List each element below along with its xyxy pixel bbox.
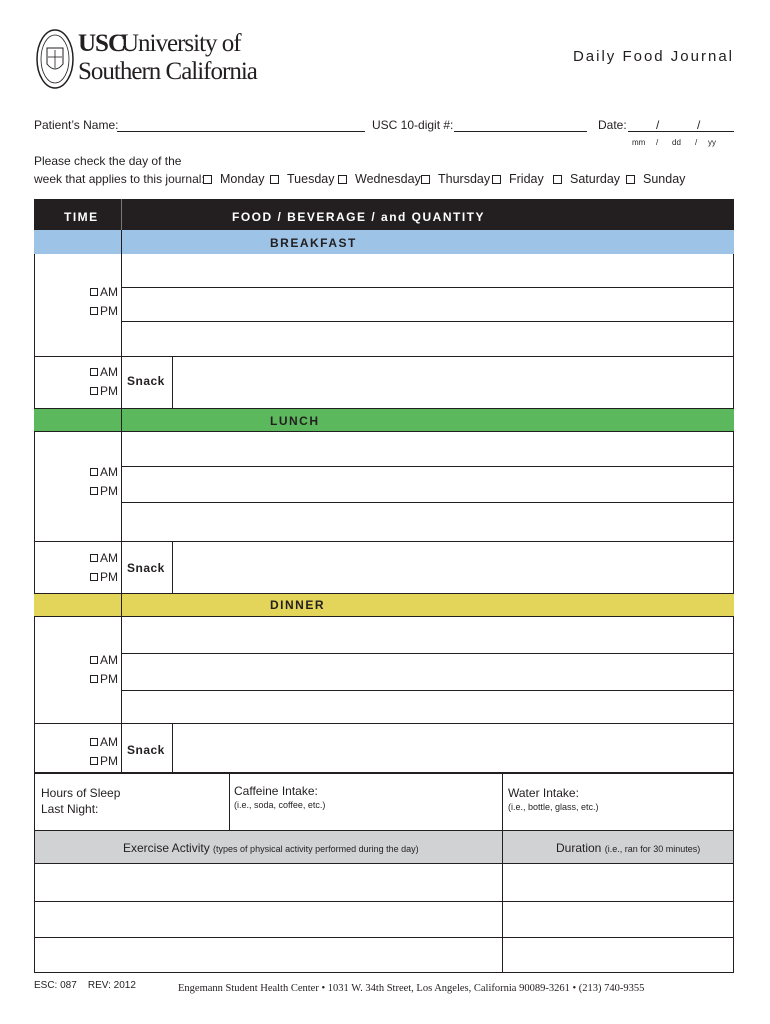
caffeine-field[interactable] xyxy=(230,812,501,829)
exercise-activity-row-1[interactable] xyxy=(35,865,501,900)
day-checkbox-wednesday[interactable] xyxy=(338,172,421,186)
exercise-hint: (types of physical activity performed during the day) xyxy=(213,844,419,854)
dinner-snack-time-options xyxy=(50,732,118,770)
pm-label: PM xyxy=(100,483,118,498)
am-option[interactable] xyxy=(50,362,118,381)
pm-option[interactable] xyxy=(50,301,118,320)
exercise-duration-row-1[interactable] xyxy=(503,865,733,900)
day-checkbox-saturday[interactable] xyxy=(553,172,620,186)
usc-id-field[interactable] xyxy=(454,131,587,132)
breakfast-label: BREAKFAST xyxy=(270,236,357,250)
date-mm-hint: mm xyxy=(632,138,646,147)
water-hint: (i.e., bottle, glass, etc.) xyxy=(508,802,599,812)
pm-label: PM xyxy=(100,753,118,768)
form-code: ESC: 087 REV: 2012 xyxy=(34,980,136,991)
am-option[interactable] xyxy=(50,282,118,301)
pm-option[interactable] xyxy=(50,381,118,400)
time-column-header: TIME xyxy=(64,210,99,224)
checkbox-icon[interactable] xyxy=(90,468,98,476)
date-field[interactable] xyxy=(628,131,734,132)
patient-name-field[interactable] xyxy=(117,131,365,132)
checkbox-icon[interactable] xyxy=(90,757,98,765)
checkbox-icon[interactable] xyxy=(90,738,98,746)
pm-label: PM xyxy=(100,671,118,686)
checkbox-icon[interactable] xyxy=(90,554,98,562)
day-label: Wednesday xyxy=(355,172,421,186)
water-field[interactable] xyxy=(503,814,733,829)
checkbox-icon[interactable] xyxy=(553,175,562,184)
dinner-snack-entry[interactable] xyxy=(173,724,733,772)
am-option[interactable] xyxy=(50,650,118,669)
lunch-snack-entry[interactable] xyxy=(173,542,733,592)
day-label: Saturday xyxy=(570,172,621,186)
day-checkbox-thursday[interactable] xyxy=(421,172,490,186)
lunch-time-options xyxy=(50,462,118,500)
am-label: AM xyxy=(100,284,118,299)
breakfast-snack-time-options xyxy=(50,362,118,400)
checkbox-icon[interactable] xyxy=(90,675,98,683)
logo-usc-text: USC xyxy=(78,30,126,57)
day-prompt-line2: week that applies to this journal: xyxy=(34,172,205,186)
dinner-label: DINNER xyxy=(270,598,326,612)
day-label: Friday xyxy=(509,172,544,186)
checkbox-icon[interactable] xyxy=(90,487,98,495)
document-title: Daily Food Journal xyxy=(572,48,734,65)
duration-header xyxy=(556,841,700,855)
checkbox-icon[interactable] xyxy=(492,175,501,184)
dinner-time-options xyxy=(50,650,118,688)
date-label: Date: xyxy=(598,118,627,132)
date-dd-hint: dd xyxy=(672,138,681,147)
day-label: Monday xyxy=(220,172,265,186)
exercise-duration-row-2[interactable] xyxy=(503,902,733,937)
lunch-label: LUNCH xyxy=(270,414,320,428)
dinner-band xyxy=(34,593,734,617)
checkbox-icon[interactable] xyxy=(421,175,430,184)
lunch-snack-label: Snack xyxy=(127,561,165,575)
checkbox-icon[interactable] xyxy=(626,175,635,184)
dinner-snack-label: Snack xyxy=(127,743,165,757)
pm-label: PM xyxy=(100,303,118,318)
breakfast-snack-label: Snack xyxy=(127,374,165,388)
food-column-header: FOOD / BEVERAGE / and QUANTITY xyxy=(232,210,486,224)
breakfast-snack-entry[interactable] xyxy=(173,357,733,407)
day-label: Sunday xyxy=(643,172,686,186)
pm-option[interactable] xyxy=(50,751,118,770)
day-checkbox-tuesday[interactable] xyxy=(270,172,334,186)
checkbox-icon[interactable] xyxy=(90,573,98,581)
lunch-snack-time-options xyxy=(50,548,118,586)
day-checkbox-sunday[interactable] xyxy=(626,172,685,186)
am-label: AM xyxy=(100,734,118,749)
date-yy-hint: yy xyxy=(708,138,716,147)
day-prompt-line1: Please check the day of the xyxy=(34,154,182,168)
checkbox-icon[interactable] xyxy=(90,387,98,395)
caffeine-hint: (i.e., soda, coffee, etc.) xyxy=(234,800,326,810)
lunch-entry-area[interactable] xyxy=(122,433,733,540)
duration-label: Duration xyxy=(556,841,602,855)
sleep-label-line2: Last Night: xyxy=(41,802,99,816)
footer-address: Engemann Student Health Center • 1031 W. 34th Street, Los Angeles, California 90089-3261 • (213) 740-9355 xyxy=(178,983,645,994)
checkbox-icon[interactable] xyxy=(90,656,98,664)
usc-id-label: USC 10-digit #: xyxy=(372,118,454,132)
am-option[interactable] xyxy=(50,732,118,751)
logo-university-text: University of xyxy=(121,30,241,57)
pm-label: PM xyxy=(100,383,118,398)
exercise-activity-row-3[interactable] xyxy=(35,938,501,972)
checkbox-icon[interactable] xyxy=(90,307,98,315)
date-sep-hint-2: / xyxy=(695,138,698,147)
checkbox-icon[interactable] xyxy=(338,175,347,184)
usc-seal-logo xyxy=(36,28,74,90)
day-label: Thursday xyxy=(438,172,491,186)
sleep-hours-field[interactable] xyxy=(130,780,226,826)
am-option[interactable] xyxy=(50,462,118,481)
pm-option[interactable] xyxy=(50,567,118,586)
pm-option[interactable] xyxy=(50,669,118,688)
am-option[interactable] xyxy=(50,548,118,567)
patient-name-label: Patient’s Name: xyxy=(34,118,119,132)
am-label: AM xyxy=(100,550,118,565)
date-sep-hint-1: / xyxy=(656,138,659,147)
day-checkbox-monday[interactable] xyxy=(203,172,264,186)
checkbox-icon[interactable] xyxy=(90,288,98,296)
breakfast-time-options xyxy=(50,282,118,320)
breakfast-entry-area[interactable] xyxy=(122,255,733,355)
breakfast-band xyxy=(34,230,734,254)
duration-hint: (i.e., ran for 30 minutes) xyxy=(604,844,701,854)
sleep-label-line1: Hours of Sleep xyxy=(41,786,121,800)
pm-option[interactable] xyxy=(50,481,118,500)
checkbox-icon[interactable] xyxy=(90,368,98,376)
date-separator-2: / xyxy=(697,118,701,132)
pm-label: PM xyxy=(100,569,118,584)
exercise-duration-row-3[interactable] xyxy=(503,938,733,972)
water-label: Water Intake: xyxy=(508,786,579,800)
day-label: Tuesday xyxy=(287,172,335,186)
checkbox-icon[interactable] xyxy=(270,175,279,184)
caffeine-label: Caffeine Intake: xyxy=(234,784,318,798)
day-checkbox-friday[interactable] xyxy=(492,172,544,186)
exercise-header xyxy=(123,841,419,855)
am-label: AM xyxy=(100,464,118,479)
date-separator-1: / xyxy=(656,118,660,132)
lunch-band xyxy=(34,408,734,432)
am-label: AM xyxy=(100,364,118,379)
am-label: AM xyxy=(100,652,118,667)
logo-southern-text: Southern California xyxy=(78,58,257,85)
dinner-entry-area[interactable] xyxy=(122,618,733,722)
exercise-activity-row-2[interactable] xyxy=(35,902,501,937)
checkbox-icon[interactable] xyxy=(203,175,212,184)
exercise-label: Exercise Activity xyxy=(123,841,210,855)
